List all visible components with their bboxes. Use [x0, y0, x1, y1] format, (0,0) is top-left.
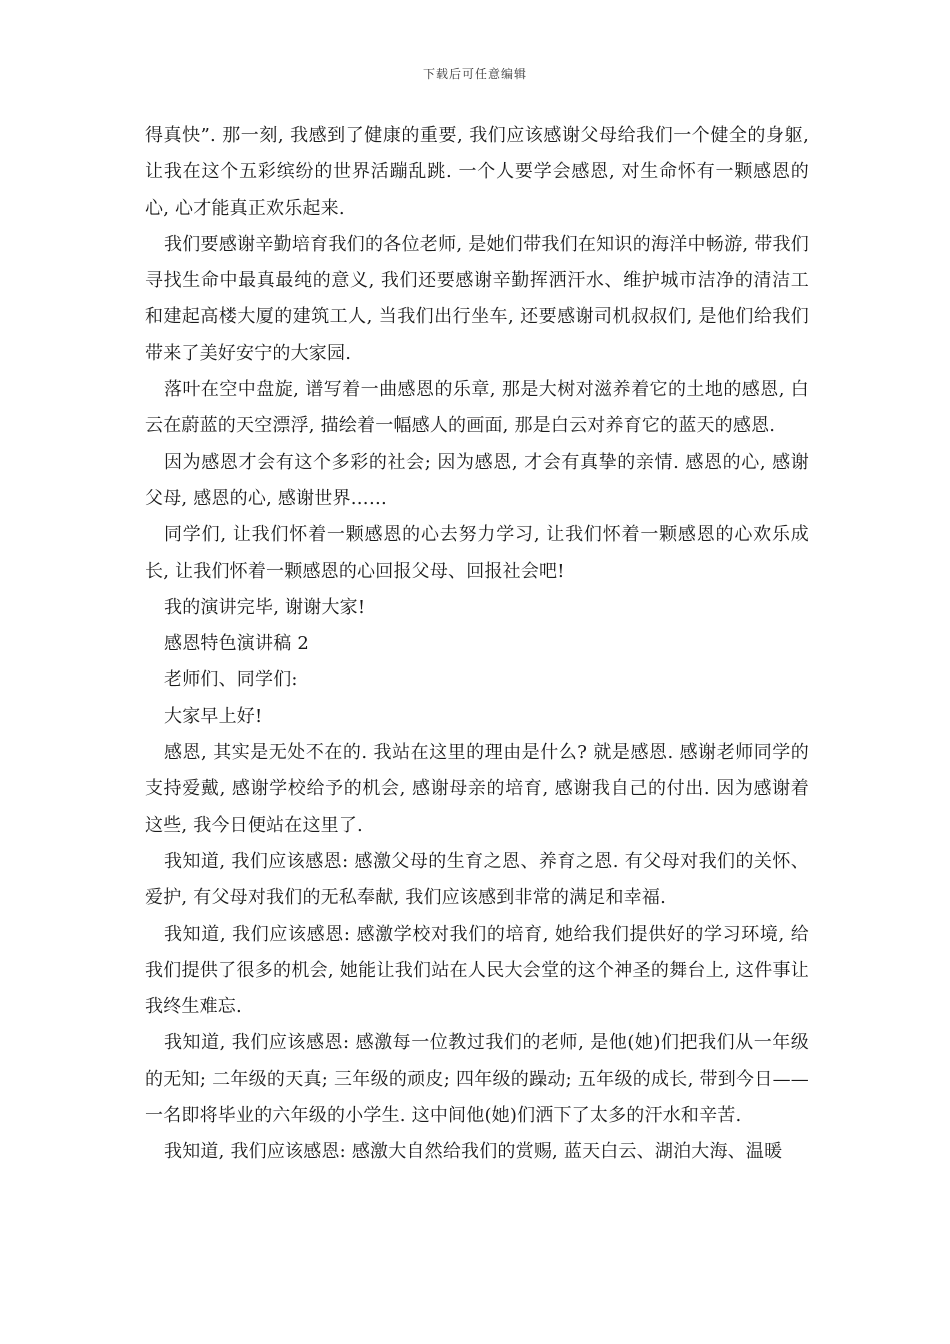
paragraph: 我知道, 我们应该感恩: 感激每一位教过我们的老师, 是他(她)们把我们从一年级的无知; 二年级的天真; 三年级的顽皮; 四年级的躁动; 五年级的成长, 带到今日——一名即将毕业的六年级的小学生. 这中间他(她)们洒下了太多的汗水和辛苦.: [145, 1032, 809, 1127]
page-header: 下载后可任意编辑: [422, 67, 527, 81]
paragraph: 我们要感谢辛勤培育我们的各位老师, 是她们带我们在知识的海洋中畅游, 带我们寻找生命中最真最纯的意义, 我们还要感谢辛勤挥洒汗水、维护城市洁净的清洁工和建起高楼大厦的建筑工人, 当我们出行坐车, 还要感谢司机叔叔们, 是他们给我们带来了美好安宁的大家园.: [145, 233, 809, 364]
paragraph: 得真快”. 那一刻, 我感到了健康的重要, 我们应该感谢父母给我们一个健全的身躯, 让我在这个五彩缤纷的世界活蹦乱跳. 一个人要学会感恩, 对生命怀有一颗感恩的心, 心才能真正欢乐起来.: [145, 125, 809, 219]
paragraph: 落叶在空中盘旋, 谱写着一曲感恩的乐章, 那是大树对滋养着它的土地的感恩, 白云在蔚蓝的天空漂浮, 描绘着一幅感人的画面, 那是白云对养育它的蓝天的感恩.: [145, 379, 809, 437]
paragraph: 感恩, 其实是无处不在的. 我站在这里的理由是什么? 就是感恩. 感谢老师同学的支持爱戴, 感谢学校给予的机会, 感谢母亲的培育, 感谢我自己的付出. 因为感谢着这些, 我今日便站在这里了.: [145, 742, 809, 836]
section-title: 感恩特色演讲稿 2: [164, 633, 309, 655]
salutation: 老师们、同学们:: [164, 669, 298, 691]
paragraph: 同学们, 让我们怀着一颗感恩的心去努力学习, 让我们怀着一颗感恩的心欢乐成长, 让我们怀着一颗感恩的心回报父母、回报社会吧!: [145, 524, 809, 582]
paragraph: 我知道, 我们应该感恩: 感激父母的生育之恩、养育之恩. 有父母对我们的关怀、爱护, 有父母对我们的无私奉献, 我们应该感到非常的满足和幸福.: [145, 850, 809, 909]
document-body: [145, 118, 809, 1171]
paragraph: 因为感恩才会有这个多彩的社会; 因为感恩, 才会有真挚的亲情. 感恩的心, 感谢父母, 感恩的心, 感谢世界……: [145, 451, 809, 509]
paragraph: 我的演讲完毕, 谢谢大家!: [164, 596, 366, 618]
paragraph: 我知道, 我们应该感恩: 感激学校对我们的培育, 她给我们提供好的学习环境, 给我们提供了很多的机会, 她能让我们站在人民大会堂的这个神圣的舞台上, 这件事让我终生难忘.: [145, 923, 809, 1018]
greeting: 大家早上好!: [164, 705, 263, 727]
paragraph: 我知道, 我们应该感恩: 感激大自然给我们的赏赐, 蓝天白云、湖泊大海、温暖: [164, 1141, 783, 1163]
